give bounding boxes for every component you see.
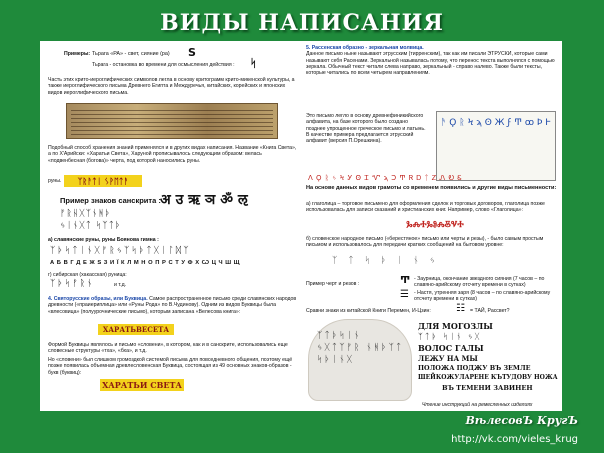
china-value: = ТАЙ, Рассвет? (470, 308, 510, 314)
derived-text: На основе данных видов грамоты со временем появились и другие виды письменности: (306, 185, 557, 191)
stone-line3: ЛЕЖУ НА МЫ (418, 354, 478, 363)
iching-glyph: ☷ (456, 303, 465, 314)
right-column (302, 41, 562, 411)
etc-text: и т.д. (114, 282, 127, 288)
section5-text: Данное письмо ныне называют этрусским (тирренским), так как им писали ЭТРУСКИ, которые сами называют себя Расенами. Зеркальной называлась потому, что перенос текста выполнялся с помощью зеркала. Обычный текст читали слева направо, зеркальный - справо налево. Также были тексты, которые читались по всем четырем направлениям. (306, 51, 555, 77)
siberian-label: г) сибирская (хакасская) руница: (48, 272, 127, 278)
example-glyph: S (188, 46, 196, 59)
left-column (40, 41, 302, 411)
etrus-alphabet: Λ Ϙ ᚱ ᛃ Ϟ Ꭹ ʘ Ꮖ Ꮙ ϡ Ͻ Ͳ Ꮢ Ꭰ ᛏ Ꮓ Ꮑ Ꭷ Ꮛ (308, 174, 463, 182)
stone-line4: ПОЛОЖА ПОДЖУ ВЪ ЗЕМЛЕ (418, 364, 531, 372)
section5-title: 5. Рассенская образно - зеркальная молвица. (306, 45, 424, 51)
sanskrit-glyphs: अ उ ऋ ञ ॐ ऌ (160, 192, 248, 208)
berest-glyphs: ᛉ ᛏ ᛋ ᚦ ᛁ ᚾ ᛃ (332, 256, 439, 266)
intro-text: Часть этих крито-иероглифических символов легла в основу критограмм крито-микенской культуры, а также иероглифического письма Древнего Египта и Междуречья, китайских, корейских и японских видов иероглифического письма. (48, 77, 295, 96)
glagol-word: ⰃⰎⰀⰃⰑⰎⰋⰜⰀ (392, 219, 478, 231)
page-title: ВИДЫ НАПИСАНИЯ (160, 10, 444, 36)
tiraga-glyph: ᛋ (250, 57, 257, 70)
stone-line6: ВЪ ТЕМЕНИ ЗАВИНЕН (442, 384, 533, 392)
glagol-text: а) глаголица – торговое письмено для оформления сделок и торговых договоров, глаголица позже использовалась для записи сказаний и христианских книг. Например, слово «Глаголица»: (306, 201, 545, 214)
haraty-bottom-banner: ХАРАТЬИ СВЕТА (100, 379, 184, 391)
runes-word: руны. (48, 178, 62, 184)
inscribed-stone-image (308, 319, 412, 401)
section5 (306, 45, 558, 76)
sanskrit-label: Пример знаков санскрита : (60, 196, 161, 205)
document-sheet (40, 41, 562, 411)
section4-title: 4. Святорусские образы, или Буквица. (48, 296, 148, 302)
slav-runes-label: а) славянские руны, руны Бояновa гимна : (48, 237, 159, 243)
etrus-text: Это письмо легло в основу древнефиникийского алфавита, на базе которого было создано позднее упрощенное греческое письмо и латынь. В качестве примера предлагается этрусский алфавит (версия П.Орешкина). (306, 113, 426, 145)
runes-row-2: ᛃᛁᚾᚷᛏ ᛋᛉᛏᚦ (60, 221, 122, 231)
stone-line1: ДЛЯ МОГОЗЛЫ (418, 321, 493, 331)
folk-text: б) словенское народное письмо («берестяное» письмо или черты и резы), - было самым простым письмом и использовалось для передачи кратких сообщений на бытовом уровне: (306, 236, 544, 249)
stone-line2: ВОЛОС ГАЛЫ (418, 343, 484, 353)
section4-text: Самое распространенное письмо среди славянских народов древности («праиериплица» или «Руны Рода» по В.Чудинову). Одним из видов Буквицы была «влесовица» (полуурочнические письмо), которым записана «Велесова книга»: (48, 296, 297, 315)
etrus-grid-glyphs: ᚫ Ϙ ᚱ Ϟ ϡ ʘ Ж ϝ Ͳ ꝏ Ϸ Ͱ (441, 118, 552, 128)
cherty-label: Пример черт и резов : (306, 281, 360, 287)
brand-name: ВѣлесовЪ КругЪ (465, 414, 578, 427)
sloveni-text: Но «словени» был слишком громоздкой системой письма для повседневного общения, поэтому ещё позже появилась объемная древлесловенская Буквица, состоящая из 49 основных знаков-образов - букв (буквиц): (48, 357, 293, 376)
karuna-banner: ᛉᚱᚨᛏᛁ ᛊᚹᛖᛏᚨ (64, 175, 142, 187)
stone-runes-1: ᛉᛏᚦ ᛋᛁᚾ ᛃᚷ (418, 332, 482, 341)
bukvica-text: Формой Буквицы являлось и письмо «словени», в котором, как и в санскрите, использовались еще словесные структуры «тха», «бха», и т.д. (48, 342, 288, 355)
cherty-glyph-1: Ͳ (400, 275, 411, 286)
cherty-line2: - Настя, утренняя заря (8 часов – по славяно-арийскому отсчету времени в сутках) (414, 290, 551, 303)
brand-url[interactable]: http://vk.com/vieles_krug (451, 434, 578, 445)
haratya-banner: ХАРАТЬВЕСЕТА (98, 324, 174, 335)
alphabet: А Б В Г Д Е Ж Ѕ З И Ї К Л М Н О П Р С Т У Ф Х Ѡ Ц Ч Ш Щ (50, 260, 241, 266)
caption: Чтение инструкций на ремесленных изделиях (422, 402, 533, 408)
china-label: Сравни знаки из китайской Книги Перемен, И-Цзин: (306, 308, 431, 314)
slav-runes: ᛉᚦᛋᛏᛁᚾᚷᚠᚱᛃᛉᛋᚦᛏᚷᛁᛚᛞᛉ (50, 246, 191, 256)
example-label: Примеры: (64, 51, 91, 57)
runes-row-1: ᚠᚱᚺᚷᛉᚾᚻᚦ (60, 209, 112, 219)
etrus-alphabet-grid (436, 111, 556, 181)
stone-glyphs: ᛉᛏᚦᛋᛁᚾ ᛃᚷᛏᛉᚠᚱ ᚾᚻᚦᛉᛏ ᛋᚦᛁᚾᚷ (317, 331, 404, 365)
siberian-glyphs: ᛉᚦᛋᚠᚱᚾ (50, 279, 95, 289)
stone-line5: ШЕЙКОЖУЛАРЕНЕ КЪТУДОВУ НОЖА (418, 374, 558, 381)
section4 (48, 296, 300, 315)
inscribed-tablet-image (66, 103, 278, 139)
cherty-glyph-2: ☰ (400, 289, 409, 300)
example-line2: Тьрага - остановка во времени для осмысления действия : (92, 62, 235, 68)
cherty-line1: - Заурница, окончание звездного сияния (7 часов – по славяно-арийскому отсчету времени в сутках) (414, 276, 545, 289)
example-line1: Тьрага «РА» - свет, сияние (ра) (92, 51, 170, 57)
store-text: Подобный способ хранения знаний применялся и в других видах написания. Название «Книга Света», а по Х'Арийски: «Харатьи Света», Харуной прописывалось следующим образом: велась «подвенбесная (богова)» черта, под которой наносились руны. (48, 145, 297, 164)
